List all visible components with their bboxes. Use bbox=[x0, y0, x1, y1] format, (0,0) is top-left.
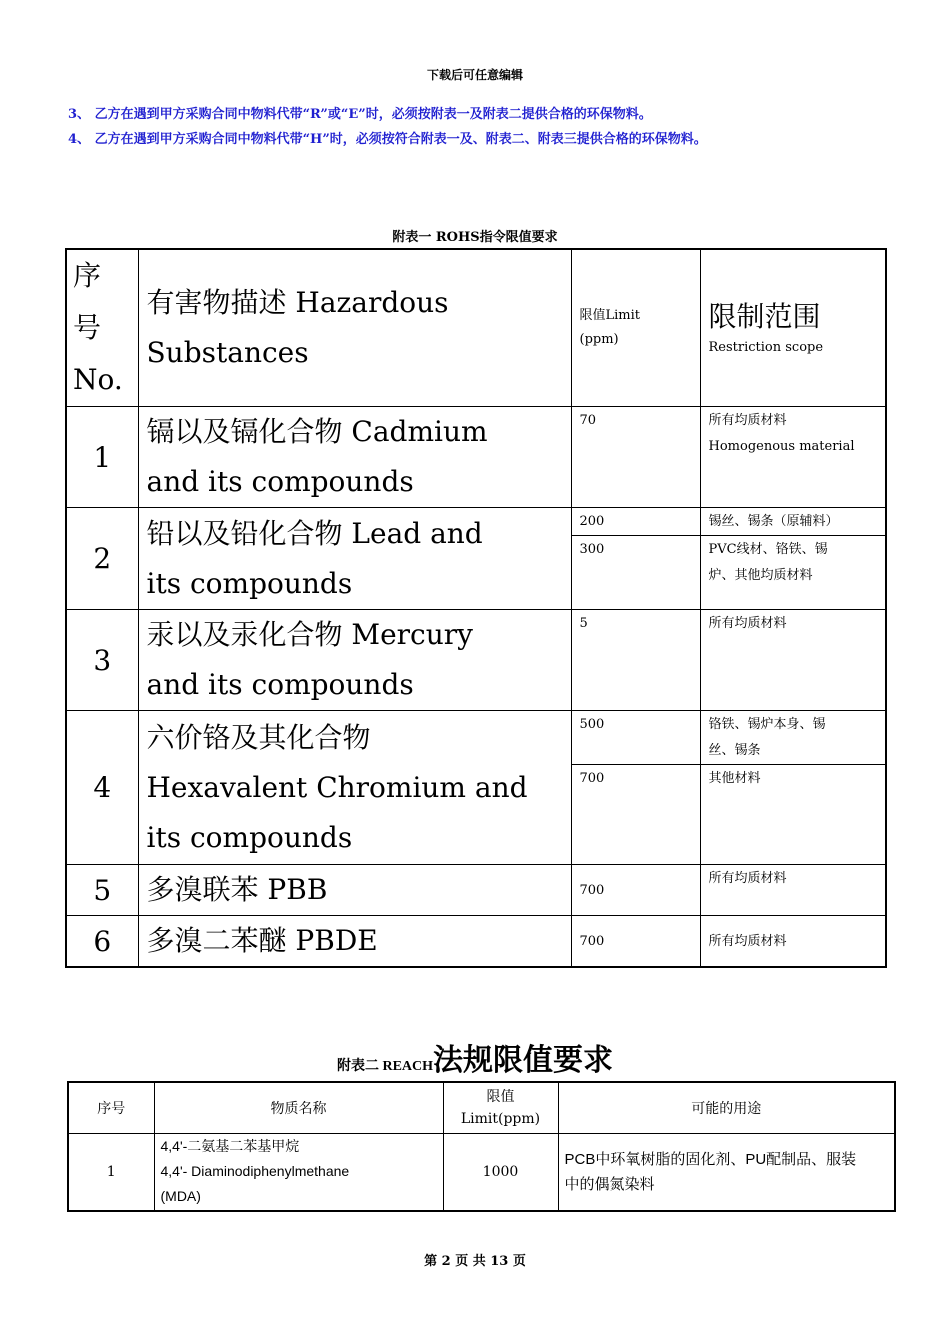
limit-cell: 300 bbox=[571, 536, 700, 610]
table2-title-prefix: 附表二 REACH bbox=[336, 1059, 434, 1074]
substance-line: (MDA) bbox=[160, 1188, 201, 1205]
substance-cell: 多溴联苯 PBB bbox=[138, 865, 571, 916]
header-scope-cell bbox=[700, 249, 886, 407]
limit-cell: 700 bbox=[571, 916, 700, 968]
substance-line: 六价铬及其化合物 bbox=[146, 720, 371, 754]
substance-line: 汞以及汞化合物 Mercury bbox=[146, 618, 473, 651]
substance-line: 铅以及铅化合物 Lead and bbox=[146, 516, 483, 550]
table-header-row bbox=[66, 249, 886, 407]
page-header: 下载后可任意编辑 bbox=[426, 68, 523, 82]
scope-cell: 所有均质材料 bbox=[700, 865, 886, 916]
scope-line: PVC线材、铬铁、锡 bbox=[708, 542, 828, 557]
scope-cell: 所有均质材料 bbox=[700, 610, 886, 711]
header-limit-line1: 限值Limit bbox=[579, 308, 640, 323]
scope-line: 丝、锡条 bbox=[708, 743, 761, 758]
substance-name-cell bbox=[154, 1133, 443, 1211]
header-no-cell: 序号 bbox=[68, 1082, 154, 1133]
substance-cell bbox=[138, 711, 571, 865]
header-limit-cell bbox=[571, 249, 700, 407]
substance-line: Hexavalent Chromium and bbox=[146, 770, 528, 804]
header-limit-line2: Limit(ppm) bbox=[460, 1110, 541, 1127]
table-row bbox=[66, 610, 886, 711]
scope-line: 所有均质材料 bbox=[708, 413, 787, 428]
header-name-cell: 物质名称 bbox=[154, 1082, 443, 1133]
header-substance-line2: Substances bbox=[146, 336, 309, 369]
substance-cell bbox=[138, 610, 571, 711]
header-no-cell bbox=[66, 249, 138, 407]
header-no-line3: No. bbox=[73, 363, 123, 396]
row-no: 1 bbox=[68, 1133, 154, 1211]
substance-cell: 多溴二苯醚 PBDE bbox=[138, 916, 571, 968]
row-no: 6 bbox=[66, 916, 138, 968]
limit-cell: 700 bbox=[571, 765, 700, 865]
use-line: PCB中环氧树脂的固化剂、PU配制品、服装 bbox=[564, 1150, 857, 1168]
limit-cell: 5 bbox=[571, 610, 700, 711]
header-scope-title: 限制范围 bbox=[708, 300, 821, 333]
scope-line: 炉、其他均质材料 bbox=[708, 568, 813, 583]
substance-line: and its compounds bbox=[146, 465, 414, 498]
row-no: 2 bbox=[66, 508, 138, 610]
substance-line: 4,4'-二氨基二苯基甲烷 bbox=[160, 1138, 300, 1155]
substance-cell bbox=[138, 407, 571, 508]
header-limit-cell bbox=[443, 1082, 558, 1133]
scope-cell: 锡丝、锡条（原辅料） bbox=[700, 508, 886, 536]
table2-title bbox=[0, 1035, 950, 1079]
table-row bbox=[66, 407, 886, 508]
substance-line: and its compounds bbox=[146, 668, 414, 701]
clause-4: 4、 乙方在遇到甲方采购合同中物料代带“H”时，必须按符合附表一及、附表二、附表三提供合格的环保物料。 bbox=[68, 132, 707, 147]
scope-cell bbox=[700, 711, 886, 765]
header-limit-line2: (ppm) bbox=[579, 332, 619, 347]
row-no: 3 bbox=[66, 610, 138, 711]
row-no: 4 bbox=[66, 711, 138, 865]
substance-cell bbox=[138, 508, 571, 610]
scope-cell bbox=[700, 536, 886, 610]
substance-line: 4,4'- Diaminodiphenylmethane bbox=[160, 1163, 350, 1180]
table-row bbox=[66, 865, 886, 916]
header-substance-cell bbox=[138, 249, 571, 407]
rohs-limits-table bbox=[65, 248, 887, 968]
reach-limits-table bbox=[67, 1081, 896, 1212]
substance-line: its compounds bbox=[146, 566, 353, 600]
header-no-line2: 号 bbox=[73, 311, 102, 344]
table-row bbox=[66, 508, 886, 536]
page-footer: 第 2 页 共 13 页 bbox=[424, 1254, 526, 1269]
substance-line: its compounds bbox=[146, 820, 353, 854]
scope-line: 铬铁、锡炉本身、锡 bbox=[708, 717, 826, 732]
header-no-line1: 序 bbox=[73, 259, 102, 292]
scope-cell bbox=[700, 407, 886, 508]
scope-cell: 所有均质材料 bbox=[700, 916, 886, 968]
table1-title: 附表一 ROHS指令限值要求 bbox=[392, 230, 558, 245]
clause-3: 3、 乙方在遇到甲方采购合同中物料代带“R”或“E”时，必须按附表一及附表二提供合格的环保物料。 bbox=[68, 107, 652, 122]
limit-cell: 1000 bbox=[443, 1133, 558, 1211]
use-cell bbox=[558, 1133, 895, 1211]
row-no: 5 bbox=[66, 865, 138, 916]
table-row bbox=[66, 916, 886, 968]
table-row bbox=[68, 1133, 895, 1211]
header-limit-line1: 限值 bbox=[486, 1088, 515, 1105]
header-substance-line1: 有害物描述 Hazardous bbox=[146, 286, 449, 319]
table2-title-main: 法规限值要求 bbox=[433, 1044, 614, 1077]
table-header-row bbox=[68, 1082, 895, 1133]
header-use-cell: 可能的用途 bbox=[558, 1082, 895, 1133]
limit-cell: 200 bbox=[571, 508, 700, 536]
row-no: 1 bbox=[66, 407, 138, 508]
limit-cell: 700 bbox=[571, 865, 700, 916]
scope-line: Homogenous material bbox=[708, 439, 855, 454]
table-row bbox=[66, 711, 886, 765]
limit-cell: 70 bbox=[571, 407, 700, 508]
substance-line: 镉以及镉化合物 Cadmium bbox=[146, 415, 488, 448]
scope-cell: 其他材料 bbox=[700, 765, 886, 865]
limit-cell: 500 bbox=[571, 711, 700, 765]
use-line: 中的偶氮染料 bbox=[564, 1175, 655, 1193]
header-scope-sub: Restriction scope bbox=[708, 340, 824, 355]
